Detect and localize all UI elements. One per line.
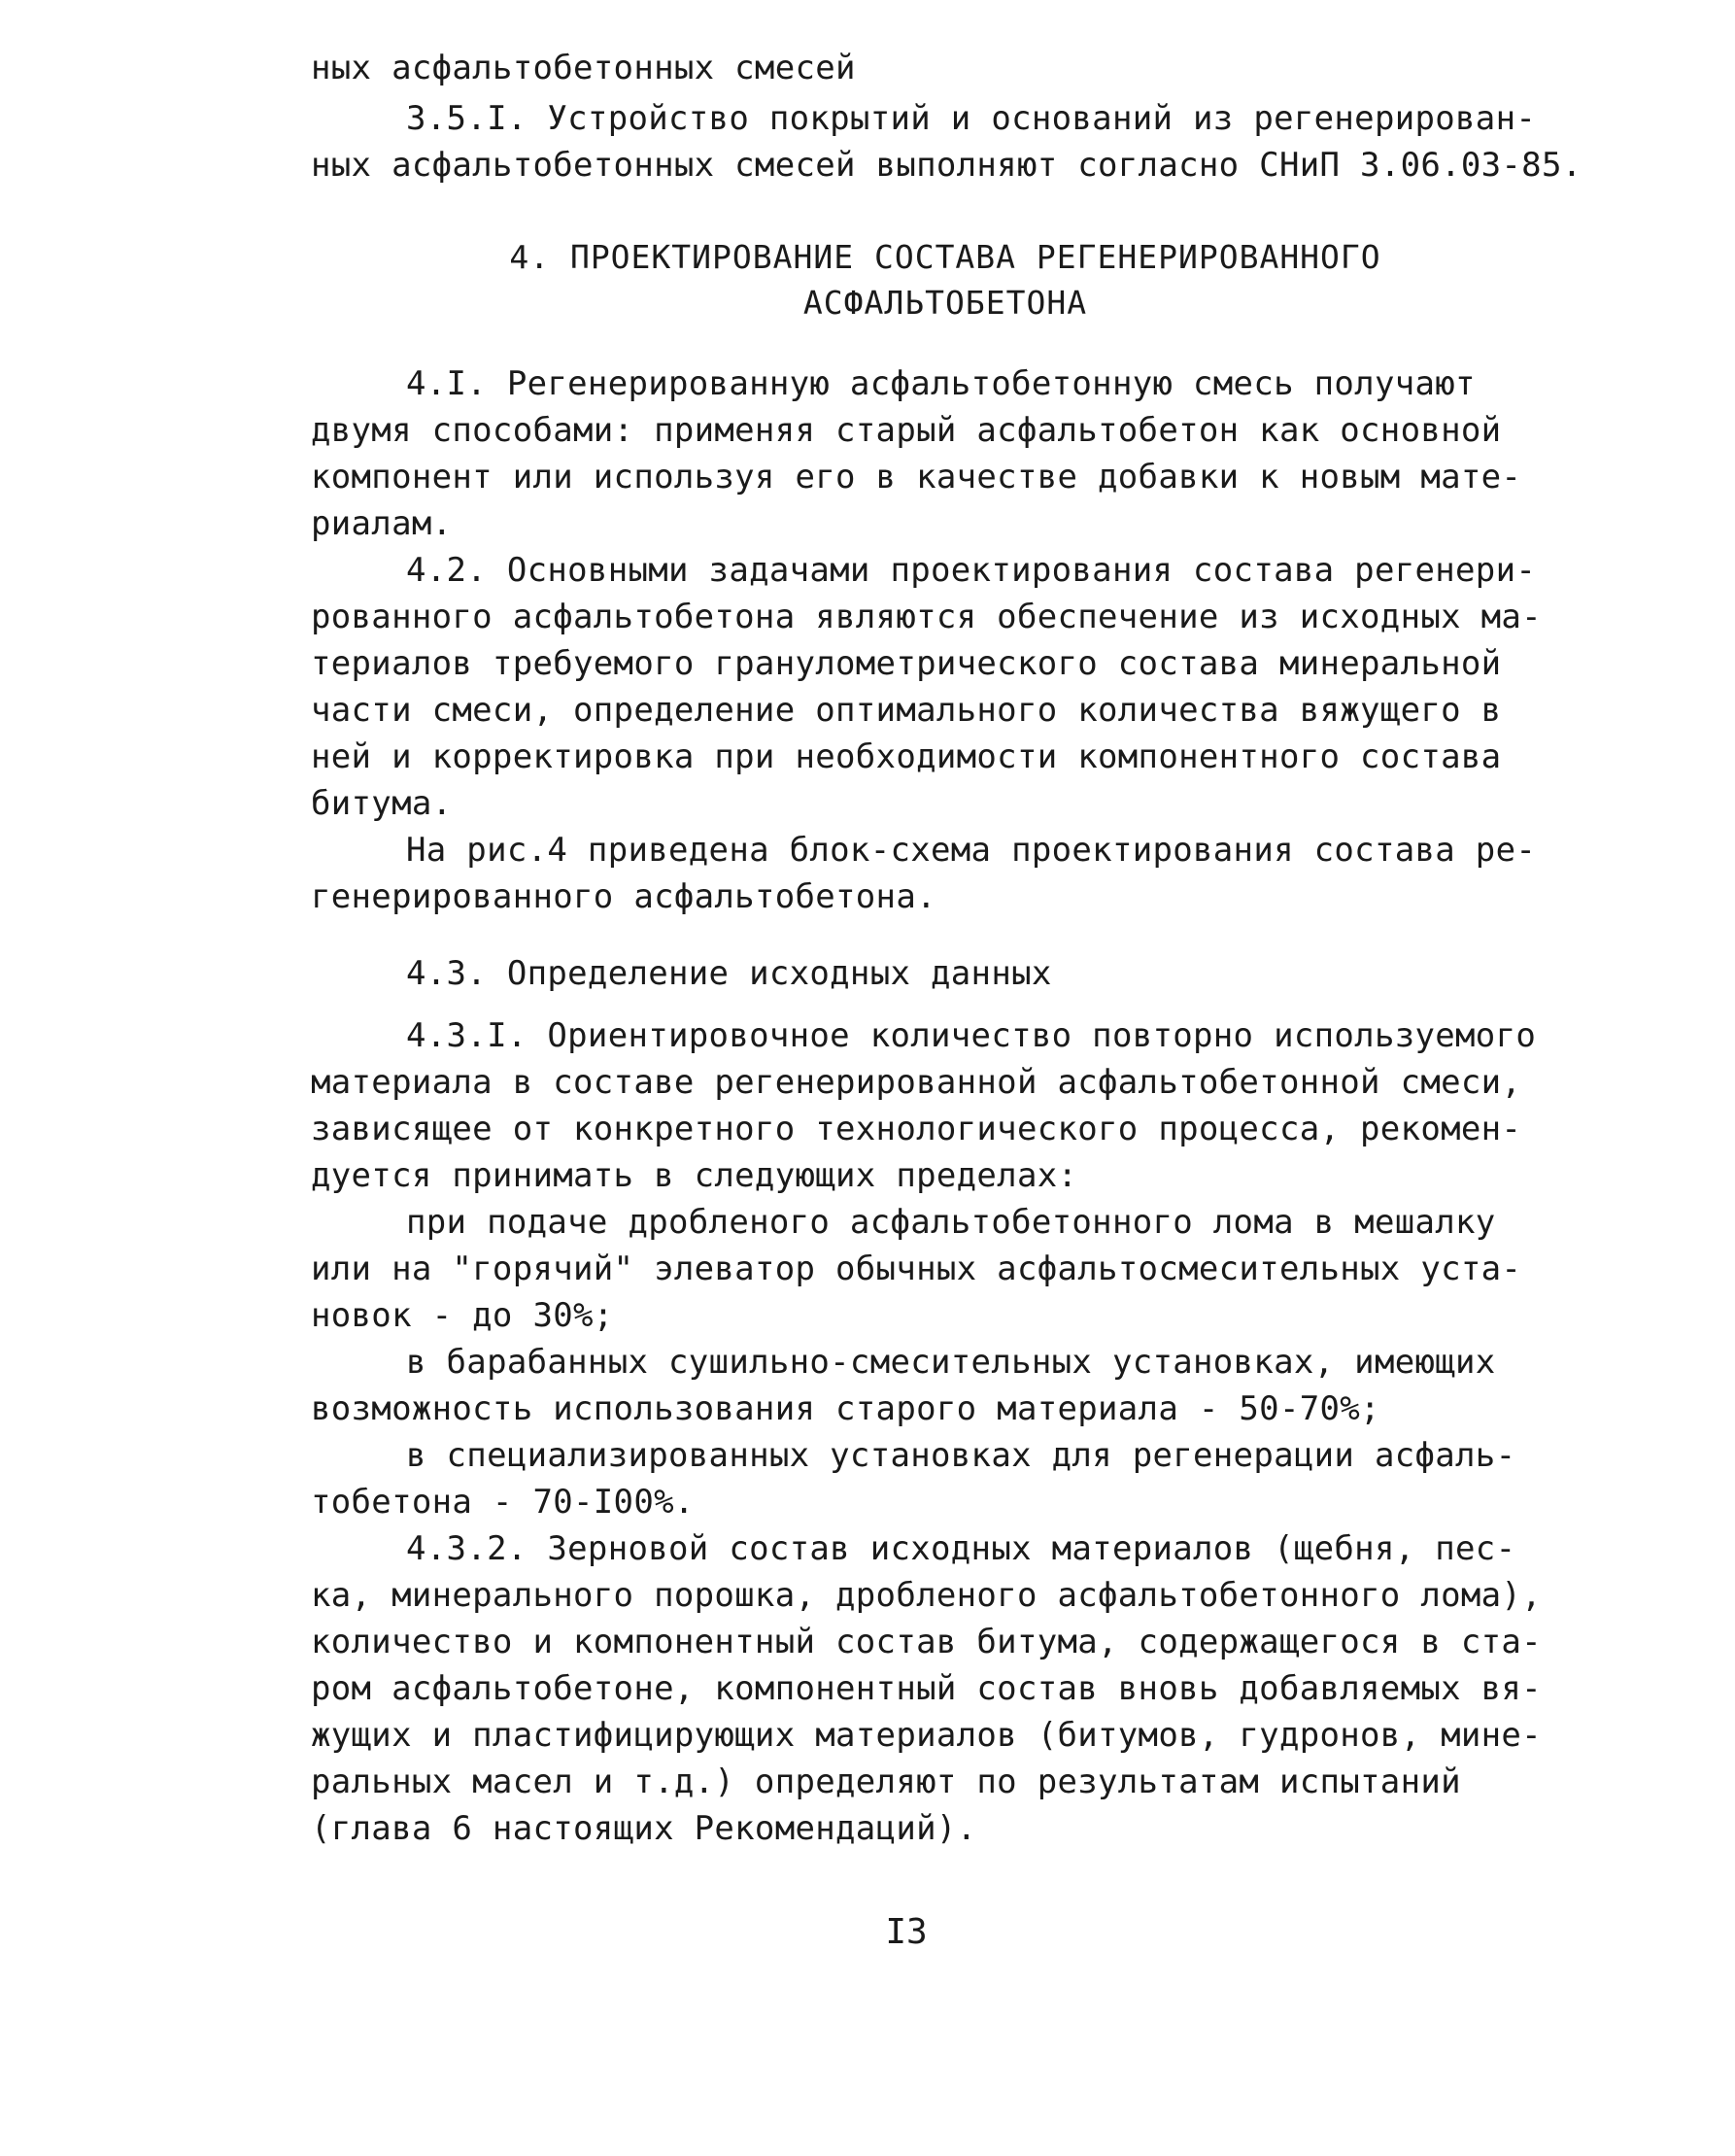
text-line: или на "горячий" элеватор обычных асфальтосмесительных уста- [311,1249,1522,1288]
text-line: ней и корректировка при необходимости компонентного состава [311,737,1502,776]
text-line: 3.5.I. Устройство покрытий и оснований из регенерирован- [406,99,1537,138]
section-heading: АСФАЛЬТОБЕТОНА [802,284,1088,322]
section-heading: 4. ПРОЕКТИРОВАНИЕ СОСТАВА РЕГЕНЕРИРОВАННОГО [509,238,1381,276]
text-line: териалов требуемого гранулометрического состава минеральной [311,644,1502,683]
text-line: материала в составе регенерированной асфальтобетонной смеси, [311,1063,1522,1102]
text-line: (глава 6 настоящих Рекомендаций). [311,1809,977,1848]
text-line: возможность использования старого материала - 50-70%; [311,1389,1380,1428]
text-line: ных асфальтобетонных смесей выполняют согласно СНиП 3.06.03-85. [311,146,1582,185]
page-number: I3 [885,1912,928,1952]
subsection-heading: 4.3. Определение исходных данных [406,954,1052,993]
text-line: генерированного асфальтобетона. [311,877,936,916]
text-line: На рис.4 приведена блок-схема проектирования состава ре- [406,831,1537,870]
text-line: ка, минерального порошка, дробленого асфальтобетонного лома), [311,1576,1542,1615]
text-line: дуется принимать в следующих пределах: [311,1156,1078,1195]
text-line: битума. [311,784,453,823]
text-line: компонент или используя его в качестве добавки к новым мате- [311,458,1522,496]
text-line: новок - до 30%; [311,1296,614,1335]
text-line: ром асфальтобетоне, компонентный состав вновь добавляемых вя- [311,1669,1542,1708]
text-line: ных асфальтобетонных смесей [311,49,856,87]
text-line: риалам. [311,504,453,543]
text-line: в специализированных установках для регенерации асфаль- [406,1436,1516,1475]
text-line: тобетона - 70-I00%. [311,1483,695,1522]
text-line: 4.3.2. Зерновой состав исходных материалов (щебня, пес- [406,1529,1516,1568]
text-line: при подаче дробленого асфальтобетонного лома в мешалку [406,1203,1496,1242]
text-line: количество и компонентный состав битума, содержащегося в ста- [311,1623,1542,1661]
text-line: 4.2. Основными задачами проектирования состава регенери- [406,551,1537,590]
text-line: части смеси, определение оптимального количества вяжущего в [311,691,1502,730]
text-line: рованного асфальтобетона являются обеспечение из исходных ма- [311,598,1542,636]
text-line: в барабанных сушильно-смесительных установках, имеющих [406,1343,1496,1382]
text-line: зависящее от конкретного технологического процесса, рекомен- [311,1110,1522,1148]
text-line: двумя способами: применяя старый асфальтобетон как основной [311,411,1502,450]
text-line: жущих и пластифицирующих материалов (битумов, гудронов, мине- [311,1716,1542,1755]
text-line: ральных масел и т.д.) определяют по результатам испытаний [311,1762,1461,1801]
text-line: 4.3.I. Ориентировочное количество повторно используемого [406,1016,1537,1055]
text-line: 4.I. Регенерированную асфальтобетонную смесь получают [406,364,1476,403]
